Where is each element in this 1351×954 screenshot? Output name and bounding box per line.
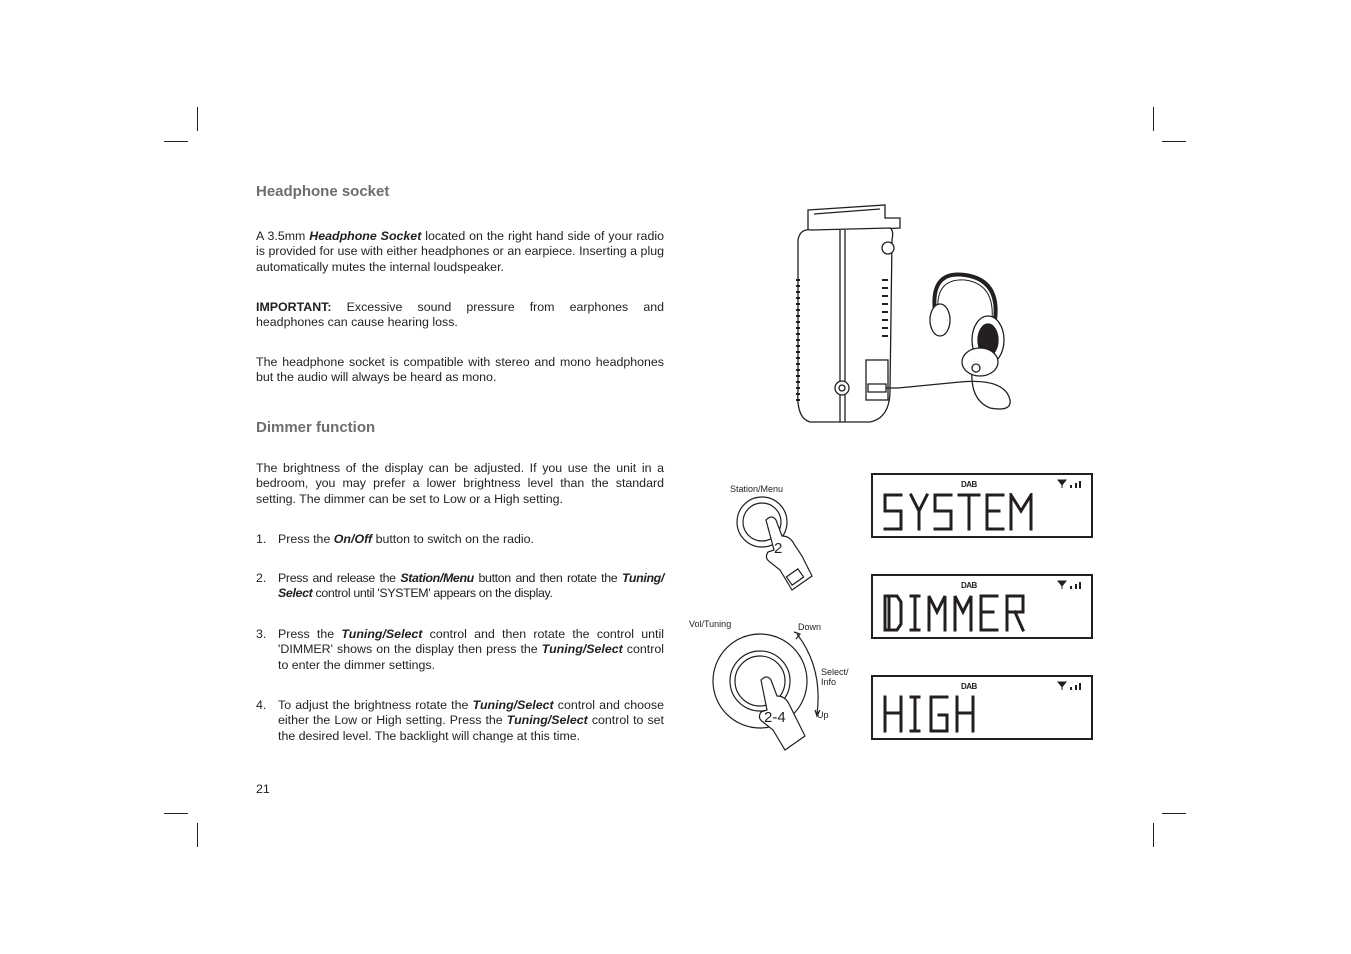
segment-text-system [883,493,1043,533]
signal-strength-icon [1057,580,1083,590]
dab-indicator: DAB [961,480,977,489]
crop-mark-bl-h [164,813,188,814]
dab-indicator: DAB [961,581,977,590]
crop-mark-tl-v [197,107,198,131]
up-label: Up [817,710,829,720]
radio-headphones-illustration [790,200,1110,430]
dimmer-intro: The brightness of the display can be adjusted. If you use the unit in a bedroom, you may prefer a lower brightness level than the standard setting. The dimmer can be set to Low or a High setting. [256,461,664,506]
headphone-heading: Headphone socket [256,183,390,200]
tuning-step-label: 2-4 [764,709,786,726]
headphone-paragraph-1: A 3.5mm Headphone Socket located on the right hand side of your radio is provided for use with either headphones or an earpiece. Inserting a plug automatically mutes the internal loudspeaker. [256,229,664,274]
station-menu-label: Station/Menu [730,484,784,494]
crop-mark-tr-h [1162,141,1186,142]
step-4: 4. To adjust the brightness rotate the Tuning/Select control and choose either the Low or High setting. Press the Tuning/Select control to set the desired level. The backlight will change at this time. [256,698,664,743]
lcd-display-high [871,675,1093,740]
lcd-display-system [871,473,1093,538]
headphone-paragraph-3: The headphone socket is compatible with stereo and mono headphones but the audio will always be heard as mono. [256,355,664,385]
step-1: 1. Press the On/Off button to switch on the radio. [256,532,534,546]
crop-mark-br-v [1153,823,1154,847]
select-info-label: Select/ Info [821,667,849,687]
crop-mark-tr-v [1153,107,1154,131]
station-step-label: 2 [774,540,783,557]
down-label: Down [798,622,822,632]
signal-strength-icon [1057,681,1083,691]
step-2: 2. Press and release the Station/Menu button and then rotate the Tuning/ Select control until 'SYSTEM' appears on the display. [256,571,664,601]
crop-mark-tl-h [164,141,188,142]
headphone-important-paragraph: IMPORTANT: Excessive sound pressure from earphones and headphones can cause hearing loss. [256,300,664,330]
dimmer-heading: Dimmer function [256,419,376,436]
segment-text-high [883,695,1043,735]
vol-tuning-label: Vol/Tuning [689,619,732,629]
crop-mark-bl-v [197,823,198,847]
crop-mark-br-h [1162,813,1186,814]
lcd-display-dimmer [871,574,1093,639]
dab-indicator: DAB [961,682,977,691]
step-3: 3. Press the Tuning/Select control and then rotate the control until 'DIMMER' shows on the display then press the Tuning/Select control to enter the dimmer settings. [256,627,664,672]
segment-text-dimmer [883,594,1043,634]
vol-tuning-knob-figure [705,628,830,758]
page-number: 21 [256,782,270,796]
signal-strength-icon [1057,479,1083,489]
